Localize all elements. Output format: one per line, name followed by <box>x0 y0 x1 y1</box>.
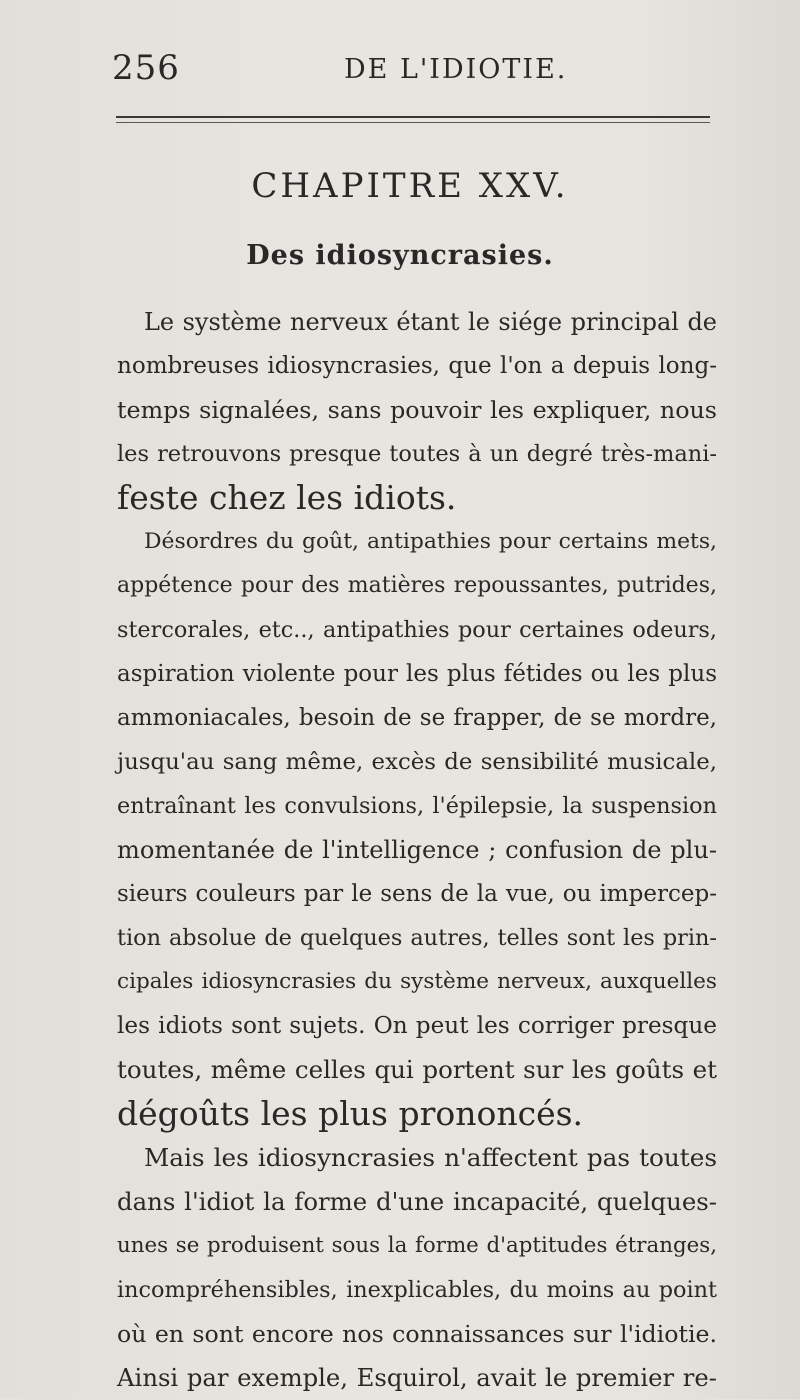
header-rule <box>116 116 710 118</box>
text-line: entraînant les convulsions, l'épilepsie, la suspension <box>117 793 717 819</box>
text-line: tion absolue de quelques autres, telles sont les prin- <box>117 925 717 951</box>
text-line: Ainsi par exemple, Esquirol, avait le premier re- <box>117 1363 717 1392</box>
text-line: dans l'idiot la forme d'une incapacité, quelques- <box>117 1187 717 1216</box>
text-line: unes se produisent sous la forme d'aptitudes étranges, <box>117 1233 717 1258</box>
running-head <box>112 48 712 92</box>
page-number: 256 <box>112 48 180 88</box>
text-line: aspiration violente pour les plus fétides ou les plus <box>117 661 717 687</box>
text-line: jusqu'au sang même, excès de sensibilité musicale, <box>117 749 717 775</box>
text-line: ammoniacales, besoin de se frapper, de se mordre, <box>117 705 717 731</box>
text-line: stercorales, etc.., antipathies pour certaines odeurs, <box>117 617 717 643</box>
text-body <box>117 300 717 1400</box>
section-title: Des idiosyncrasies. <box>246 240 554 271</box>
text-line: feste chez les idiots. <box>117 478 457 517</box>
text-line: où en sont encore nos connaissances sur l'idiotie. <box>117 1320 717 1348</box>
text-line: dégoûts les plus prononcés. <box>117 1094 584 1133</box>
text-line: momentanée de l'intelligence ; confusion de plu- <box>117 836 717 864</box>
text-line: sieurs couleurs par le sens de la vue, ou impercep- <box>117 881 717 907</box>
text-line: temps signalées, sans pouvoir les expliquer, nous <box>117 396 717 424</box>
text-line: incompréhensibles, inexplicables, du moins au point <box>117 1277 717 1303</box>
text-line: les idiots sont sujets. On peut les corriger presque <box>117 1012 717 1039</box>
text-line: toutes, même celles qui portent sur les goûts et <box>117 1055 717 1084</box>
text-line: nombreuses idiosyncrasies, que l'on a depuis long- <box>117 353 717 379</box>
text-line: Mais les idiosyncrasies n'affectent pas toutes <box>144 1143 717 1172</box>
header-rule-thin <box>116 122 710 123</box>
text-line: Désordres du goût, antipathies pour certains mets, <box>144 529 717 554</box>
text-line: appétence pour des matières repoussantes, putrides, <box>117 573 717 598</box>
text-line: cipales idiosyncrasies du système nerveux, auxquelles <box>117 969 717 994</box>
text-line: les retrouvons presque toutes à un degré très-mani- <box>117 441 717 467</box>
running-title: DE L'IDIOTIE. <box>344 54 568 85</box>
chapter-title: CHAPITRE XXV. <box>251 166 569 206</box>
text-line: Le système nerveux étant le siége principal de <box>144 308 717 336</box>
